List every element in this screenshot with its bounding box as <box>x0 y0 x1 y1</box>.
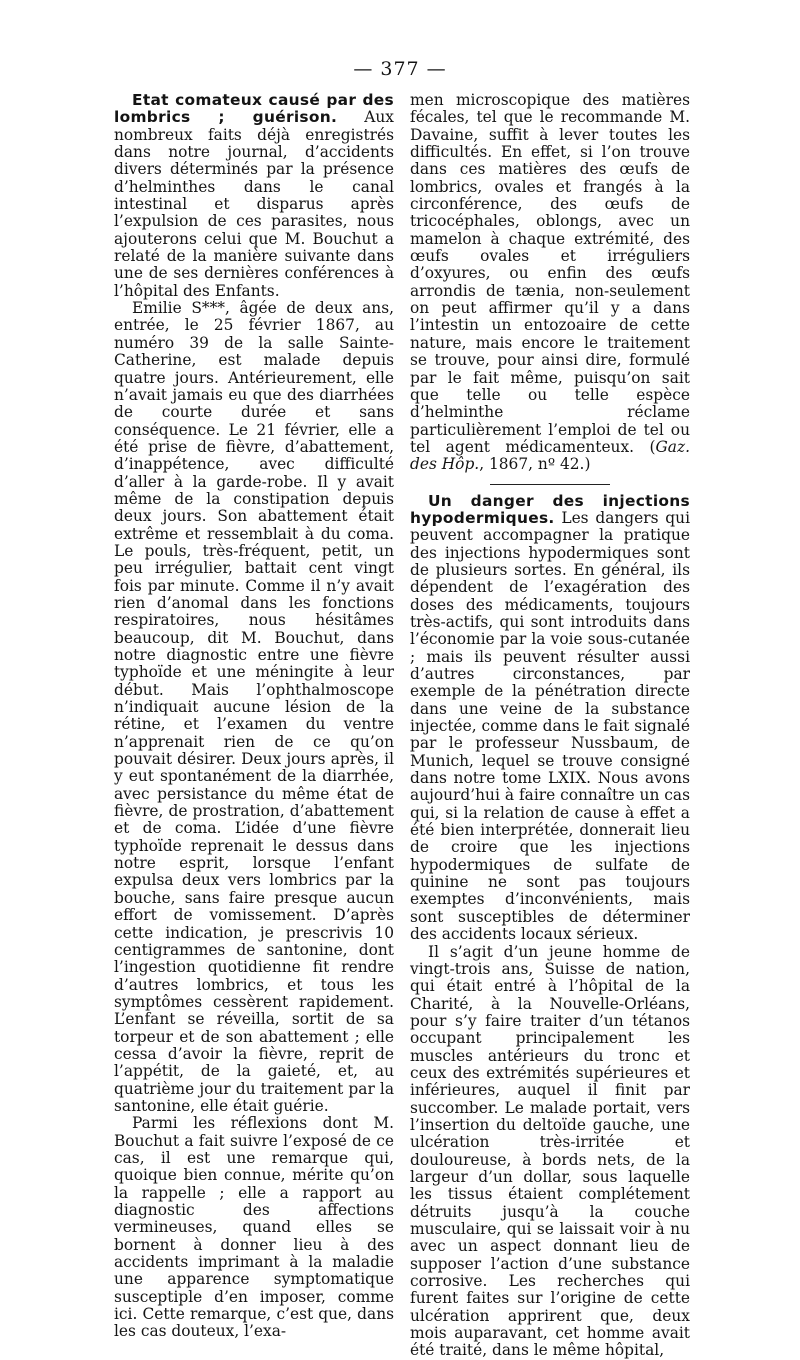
article-paragraph: Parmi les réflexions dont M. Bouchut a fait suivre l’exposé de ce cas, il est une remarque qui, quoique bien connue, mérite qu’on la rappelle ; elle a rapport au diagnostic des affections vermineuses, quand elles se bornent à donner lieu à des accidents imprimant à la maladie une apparence symptomatique susceptiple d’en imposer, comme ici. Cette remarque, c’est que, dans les cas douteux, l’exa- <box>114 1114 394 1341</box>
article-text: Les dangers qui peuvent accompagner la pratique des injections hypodermiques sont de plusieurs sortes. En général, ils dépendent de l’exagération des doses des médicaments, toujours très-actifs, qui sont introduits dans l’économie par la voie sous-cutanée ; mais ils peuvent résulter aussi d’autres circonstances, par exemple de la pénétration directe dans une veine de la substance injectée, comme dans le fait signalé par le professeur Nussbaum, de Munich, lequel se trouve consigné dans notre tome LXIX. Nous avons aujourd’hui à faire connaître un cas qui, si la relation de cause à effet a été bien interprétée, donnerait lieu de croire que les injections hypodermiques de sulfate de quinine ne sont pas toujours exemptes d’inconvénients, mais sont susceptibles de déterminer des accidents locaux sérieux. <box>410 508 690 944</box>
citation-details: , 1867, nº 42.) <box>479 455 591 474</box>
article-paragraph <box>410 493 690 944</box>
article-title: Etat comateux causé par des lombrics ; guérison. <box>114 91 394 127</box>
left-column <box>114 92 394 1341</box>
article-text: men microscopique des matières fécales, tel que le recommande M. Davaine, suffit à lever toutes les difficultés. En effet, si l’on trouve dans ces matières des œufs de lombrics, ovales et frangés à la circonférence, des œufs de tricocéphales, oblongs, avec un mamelon à chaque extrémité, des œufs ovales et irréguliers d’oxyures, ou enfin des œufs arrondis de tænia, non-seulement on peut affirmer qu’il y a dans l’intestin un entozoaire de cette nature, mais encore le traitement se trouve, pour ainsi dire, formulé par le fait même, puisqu’on sait que telle ou telle espèce d’helminthe réclame particulièrement l’emploi de tel ou tel agent médicamenteux. ( <box>410 91 690 456</box>
article-paragraph <box>410 92 690 474</box>
article-paragraph: Emilie S***, âgée de deux ans, entrée, le 25 février 1867, au numéro 39 de la salle Sainte-Catherine, est malade depuis quatre jours. Antérieurement, elle n’avait jamais eu que des diarrhées de courte durée et sans conséquence. Le 21 février, elle a été prise de fièvre, d’abattement, d’inappétence, avec difficulté d’aller à la garde-robe. Il y avait même de la constipation depuis deux jours. Son abattement était extrême et ressemblait à du coma. Le pouls, très-fréquent, petit, un peu irrégulier, battait cent vingt fois par minute. Comme il n’y avait rien d’anomal dans les fonctions respiratoires, nous hésitâmes beaucoup, dit M. Bouchut, dans notre diagnostic entre une fièvre typhoïde et une méningite à leur début. Mais l’ophthalmoscope n’indiquait aucune lésion de la rétine, et l’examen du ventre n’apprenait rien de ce qu’on pouvait désirer. Deux jours après, il y eut spontanément de la diarrhée, avec persistance du même état de fièvre, de prostration, d’abattement et de coma. L’idée d’une fièvre typhoïde reprenait le dessus dans notre esprit, lorsque l’enfant expulsa deux vers lombrics par la bouche, sans faire presque aucun effort de vomissement. D’après cette indication, je prescrivis 10 centigrammes de santonine, dont l’ingestion quotidienne fit rendre d’autres lombrics, et tous les symptômes cessèrent rapidement. L’enfant se réveilla, sortit de sa torpeur et de son abattement ; elle cessa d’avoir la fièvre, reprit de l’appétit, de la gaieté, et, au quatrième jour du traitement par la santonine, elle était guérie. <box>114 299 394 1115</box>
section-divider <box>490 484 610 485</box>
article-paragraph: Il s’agit d’un jeune homme de vingt-trois ans, Suisse de nation, qui était entré à l’hôpital de la Charité, à la Nouvelle-Orléans, pour s’y faire traiter d’un tétanos occupant principalement les muscles antérieurs du tronc et ceux des extrémités supérieures et inférieures, auquel il finit par succomber. Le malade portait, vers l’insertion du deltoïde gauche, une ulcération très-irritée et douloureuse, à bords nets, de la largeur d’un dollar, sous laquelle les tissus étaient complétement détruits jusqu’à la couche musculaire, qui se laissait voir à nu avec un aspect donnant lieu de supposer l’action d’une substance corrosive. Les recherches qui furent faites sur l’origine de cette ulcération apprirent que, deux mois auparavant, cet homme avait été traité, dans le même hôpital, <box>410 942 690 1360</box>
article-text: Aux nombreux faits déjà enregistrés dans notre journal, d’accidents divers déterminés par la présence d’helminthes dans le canal intestinal et disparus après l’expulsion de ces parasites, nous ajouterons celui que M. Bouchut a relaté de la manière suivante dans une de ses dernières conférences à l’hôpital des Enfants. <box>114 108 394 300</box>
right-column <box>410 92 690 1360</box>
citation-source: Gaz. des Hôp. <box>410 437 690 474</box>
page-number: — 377 — <box>353 58 447 80</box>
article-title: Un danger des injections hypodermiques. <box>410 491 690 527</box>
article-paragraph <box>114 92 394 300</box>
